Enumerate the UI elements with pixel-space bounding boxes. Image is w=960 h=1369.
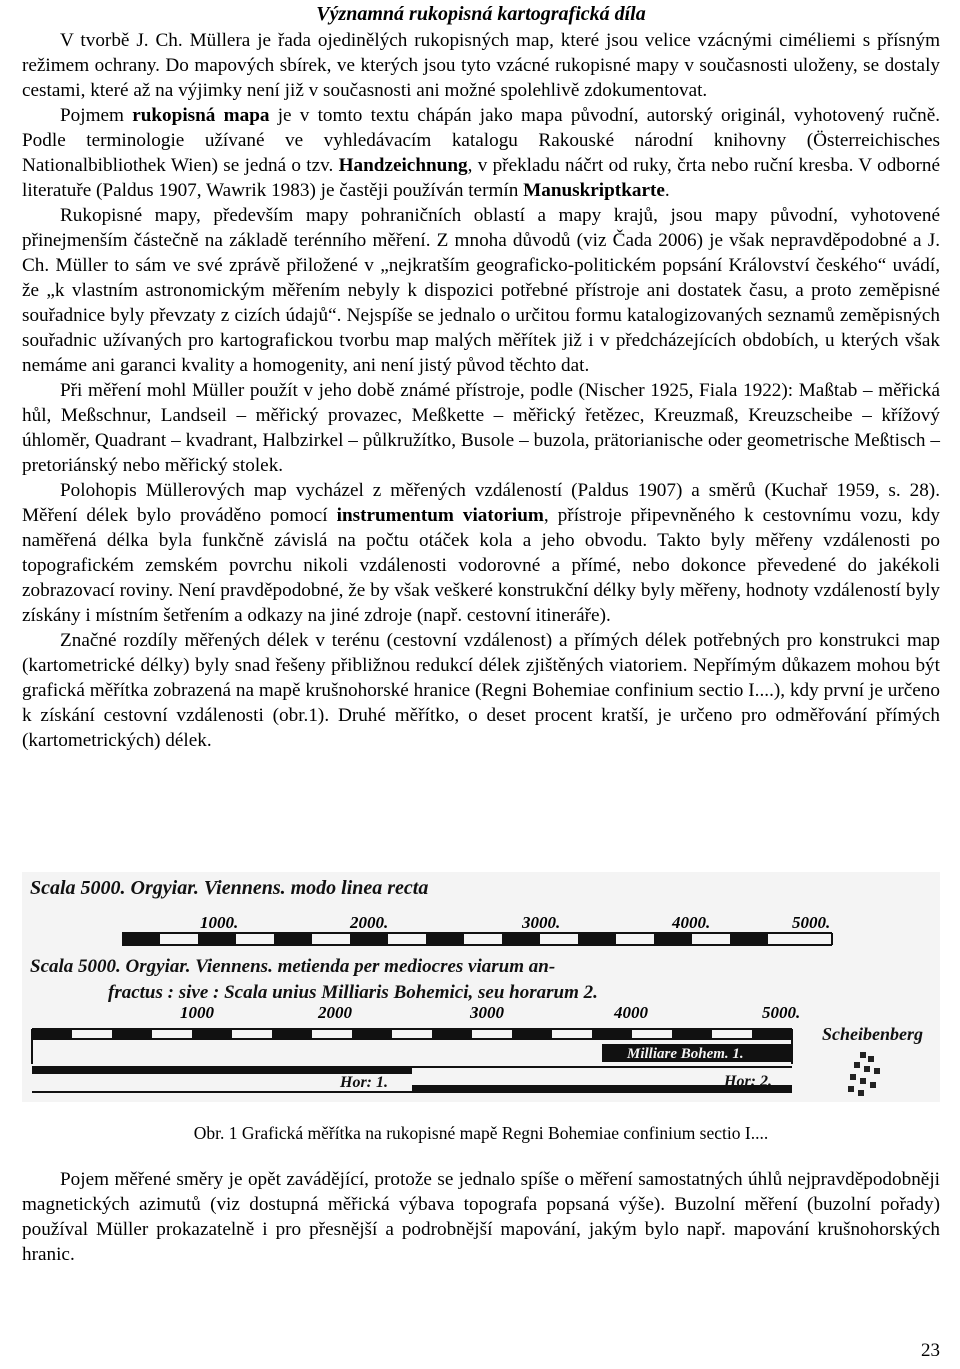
- scale2-tick: 3000: [470, 1003, 504, 1022]
- term-manuskriptkarte: Manuskriptkarte: [523, 180, 665, 201]
- page: [22, 0, 941, 1361]
- scale1-tick: 2000.: [350, 913, 389, 932]
- scale2-tick: 1000: [180, 1003, 214, 1022]
- milliare-label: Milliare Bohem. 1.: [627, 1046, 744, 1062]
- scale1-heading: Scala 5000. Orgyiar. Viennens. modo linea recta: [30, 877, 429, 899]
- paragraph-7: Pojem měřené směry je opět zavádějící, protože se jednalo spíše o měření samostatných úhlů nejpravděpodobněji magnetických azimutů (viz dostupná měřická výbava topografa popsaná výše). Buzolní měření (buzolní pořady) používal Müller prokazatelně i pro přesnější a podrobnější mapování, jakým bylo např. mapování krušnohorských hranic.: [22, 1169, 940, 1265]
- section-heading: Významná rukopisná kartografická díla: [316, 3, 646, 25]
- hour-label-2: Hor: 2.: [724, 1073, 772, 1090]
- term-instrumentum-viatorium: instrumentum viatorium: [336, 505, 544, 526]
- paragraph-2: [22, 103, 940, 203]
- term-rukopisna-mapa: rukopisná mapa: [132, 105, 270, 126]
- paragraph-5: [22, 478, 940, 628]
- scale1-tick: 1000.: [200, 913, 239, 932]
- paragraph-4: Při měření mohl Müller použít v jeho době známé přístroje, podle (Nischer 1925, Fiala 1922): Maßtab – měřická hůl, Meßschnur, Landseil – měřický provazec, Meßkette – měřický řetězec, Kreuzmaß, Kreuzscheibe – křížový úhloměr, Quadrant – kvadrant, Halbzirkel – půlkružítko, Busole – buzola, prätorianische oder geometrische Meßtisch – pretoriánský nebo měřický stolek.: [22, 380, 940, 476]
- scale1-tick: 5000.: [792, 913, 831, 932]
- paragraph-6: Značné rozdíly měřených délek v terénu (cestovní vzdálenost) a přímých délek potřebných pro konstrukci map (kartometrické délky) byly snad řešeny přibližnou redukcí délek zjištěných viatoriem. Nepřímým důkazem mohou být grafická měřítka zobrazená na mapě krušnohorské hranice (Regni Bohemiae confinium sectio I....), kdy první je určeno k získání cestovní vzdálenosti (obr.1). Druhé měřítko, o deset procent kratší, je určeno pro odměřování přímých (kartometrických) délek.: [22, 630, 940, 751]
- text-run: Pojmem: [60, 105, 133, 126]
- text-run: .: [664, 180, 670, 201]
- text-run: Polohopis Müllerových map vycházel z měřených vzdáleností (Paldus 1907) a směrů (Kuchař 1959, s. 28). Měření délek bylo prováděno pomocí: [22, 480, 940, 526]
- scale2-heading-line1: Scala 5000. Orgyiar. Viennens. metienda per mediocres viarum an-: [30, 956, 556, 977]
- text-run: je v tomto textu chápán jako mapa původní, autorský originál, vyhotovený ručně. Podle terminologie užívané ve vyhledávacím katalogu Rakouské národní knihovny (Österreichisches Nationalbibliothek Wien) se jedná o tzv.: [22, 105, 941, 176]
- scale1-tick: 3000.: [522, 913, 561, 932]
- scale2-tick: 4000: [614, 1003, 648, 1022]
- hour-label-1: Hor: 1.: [340, 1074, 388, 1091]
- text-run: , v překladu náčrt od ruky, črta nebo ruční kresba. V odborné literatuře (Paldus 1907, Wawrik 1983) je častěji používán termín: [22, 155, 940, 201]
- scale1-tick: 4000.: [672, 913, 711, 932]
- scale2-heading-line2: fractus : sive : Scala unius Milliaris Bohemici, seu horarum 2.: [108, 982, 598, 1003]
- text-after-figure: [22, 1167, 940, 1267]
- scale2-tick: 5000.: [762, 1003, 801, 1022]
- figure-caption: Obr. 1 Grafická měřítka na rukopisné mapě Regni Bohemiae confinium sectio I....: [193, 1123, 769, 1143]
- term-handzeichnung: Handzeichnung: [338, 155, 468, 176]
- scale2-tick: 2000: [318, 1003, 352, 1022]
- paragraph-3: Rukopisné mapy, především mapy pohraničních oblastí a mapy krajů, jsou mapy původní, vyhotovené přinejmenším částečně na základě terénního měření. Z mnoha důvodů (viz Čada 2006) je však nepravděpodobné a J. Ch. Müller to sám ve své zprávě přiložené v „nejkratším geograficko-politickém popsání Království českého“ uvádí, že „k vlastním astronomickým měřením nebyly k dispozici potřebné přístroje ani dostatek času, a proto zeměpisné souřadnice byly převzaty z cizích údajů“. Nejspíše se jednalo o určitou formu katalogizovaných seznamů zeměpisných souřadnic užívaných pro kartografickou tvorbu map malých měřítek již i v předcházejících obdobích, u kterých však nemáme ani garanci kvality a homogenity, ani není jistý původ těchto dat.: [22, 205, 940, 376]
- figure-scale-bars: [22, 872, 940, 1102]
- place-label-scheibenberg: Scheibenberg: [822, 1024, 923, 1044]
- page-number: 23: [921, 1340, 940, 1361]
- text-run: , přístroje připevněného k cestovnímu vozu, kdy naměřená délka byla funkčně závislá na počtu otáček kola a jeho obvodu. Takto byly měřeny vzdálenosti po topografickém zemském povrchu nikoli vzdálenosti vodorovné a přímé, nebo dokonce převedené do jakékoli zobrazovací roviny. Není pravděpodobné, že by však veškeré konstrukční délky byly měřeny, hodnoty vzdáleností byly získány i místním šetřením a odkazy na jiné zdroje (např. cestovní itineráře).: [22, 505, 941, 626]
- paragraph-1: V tvorbě J. Ch. Müllera je řada ojedinělých rukopisných map, které jsou velice vzácnými ciméliemi s přísným režimem ochrany. Do mapových sbírek, ve kterých jsou tyto vzácné rukopisné mapy v současnosti uloženy, se dostaly cestami, které až na výjimky není již v současnosti ani možné spolehlivě zdokumentovat.: [22, 30, 940, 101]
- scale-bars-image: [22, 872, 940, 1102]
